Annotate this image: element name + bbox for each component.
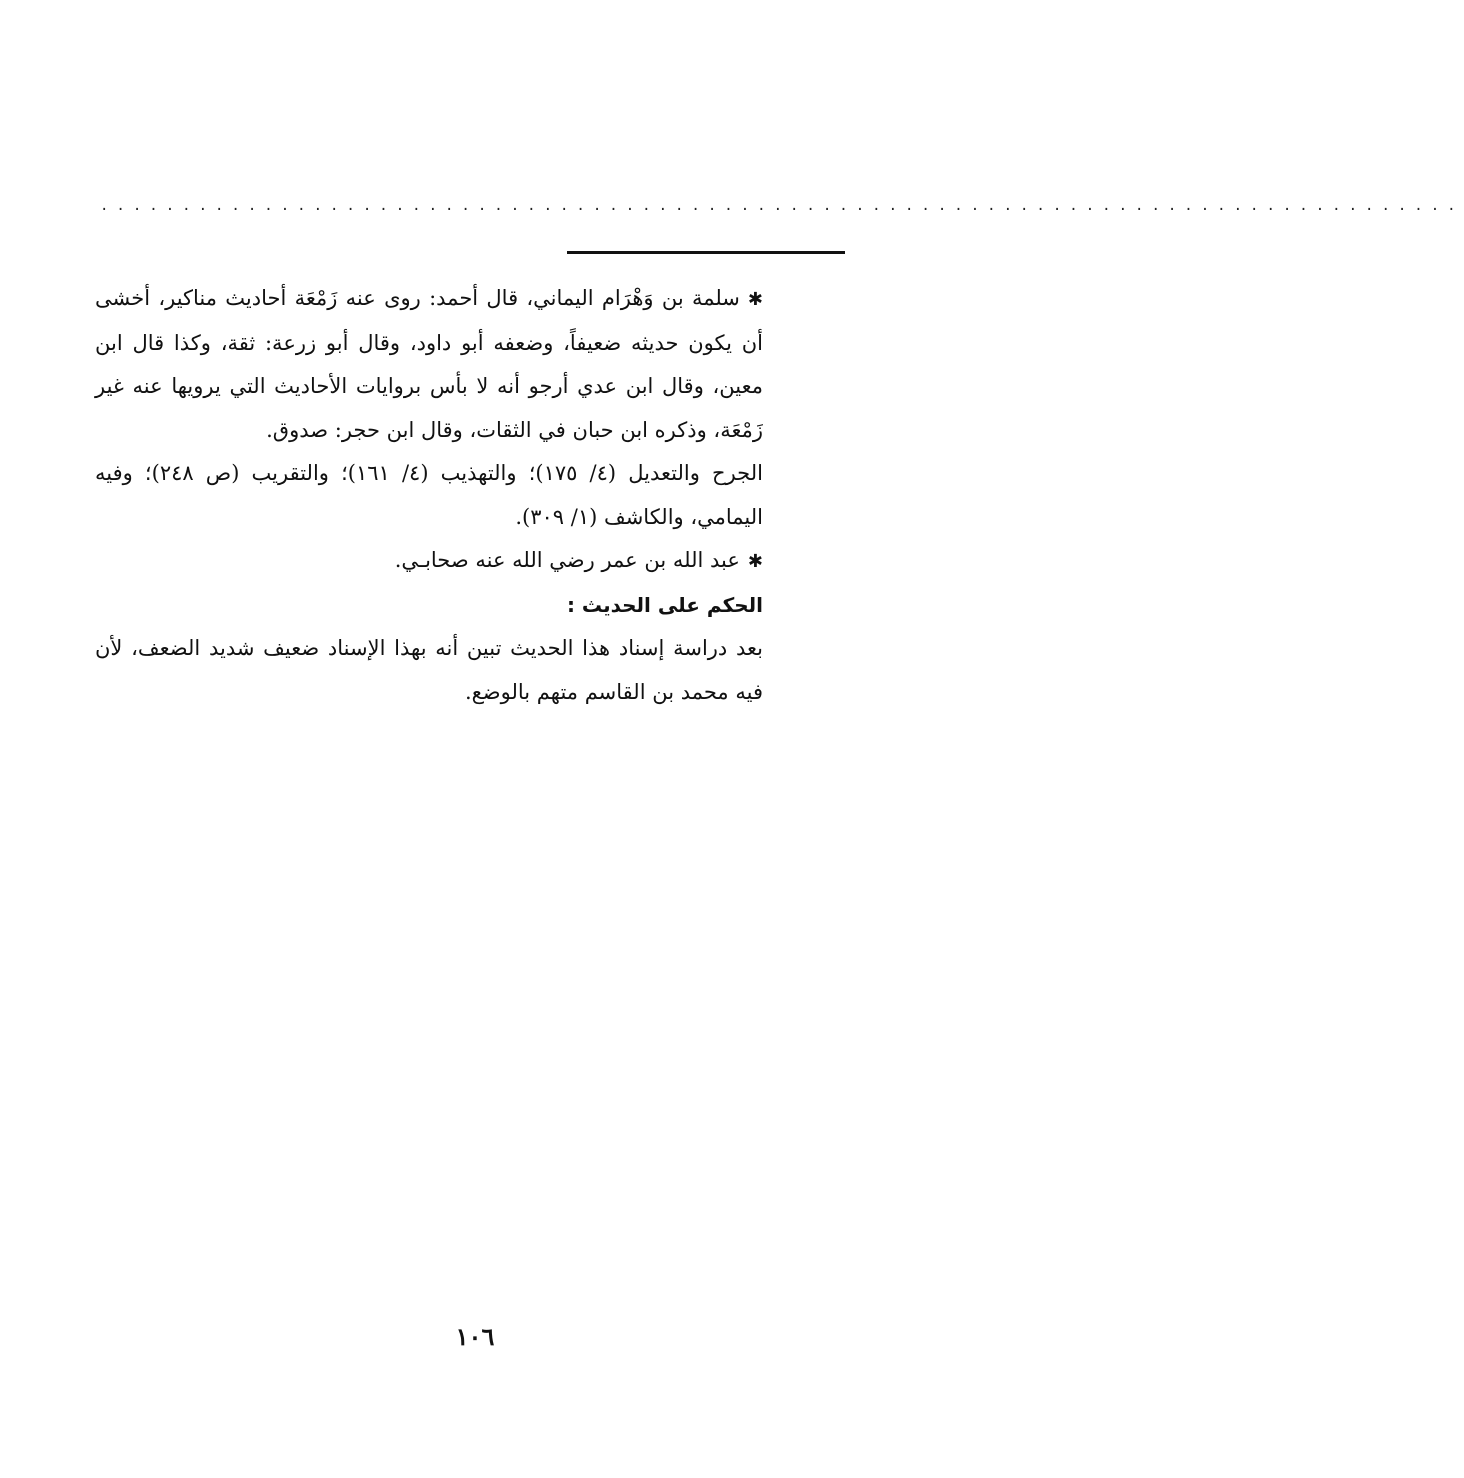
asterisk-bullet-icon: ✱: [747, 551, 763, 572]
footnote-content: [95, 277, 763, 714]
narrator-entry-paragraph: [95, 277, 763, 452]
dotted-separator: ...................................................................................: [100, 198, 1464, 214]
companion-entry-text: عبد الله بن عمر رضي الله عنه صحابـي.: [394, 548, 740, 572]
page-number: ١٠٦: [455, 1322, 495, 1351]
ruling-text: بعد دراسة إسناد هذا الحديث تبين أنه بهذا الإسناد ضعيف شديد الضعف، لأن فيه محمد بن القاسم متهم بالوضع.: [95, 636, 763, 704]
references-paragraph: الجرح والتعديل (٤/ ١٧٥)؛ والتهذيب (٤/ ١٦١)؛ والتقريب (ص ٢٤٨)؛ وفيه اليمامي، والكاشف (١/ ٣٠٩).: [95, 461, 763, 529]
ruling-heading: الحكم على الحديث :: [566, 592, 763, 617]
companion-entry-paragraph: [95, 539, 763, 584]
narrator-entry-text: سلمة بن وَهْرَام اليماني، قال أحمد: روى عنه زَمْعَة أحاديث مناكير، أخشى أن يكون حديثه ضعيفاً، وضعفه أبو داود، وقال أبو زرعة: ثقة، وكذا قال ابن معين، وقال ابن عدي أرجو أنه لا بأس بروايات الأحاديث التي يرويها عنه غير زَمْعَة، وذكره ابن حبان في الثقات، وقال ابن حجر: صدوق.: [95, 286, 763, 442]
footnote-divider-line: [567, 251, 845, 254]
asterisk-bullet-icon: ✱: [747, 289, 763, 310]
